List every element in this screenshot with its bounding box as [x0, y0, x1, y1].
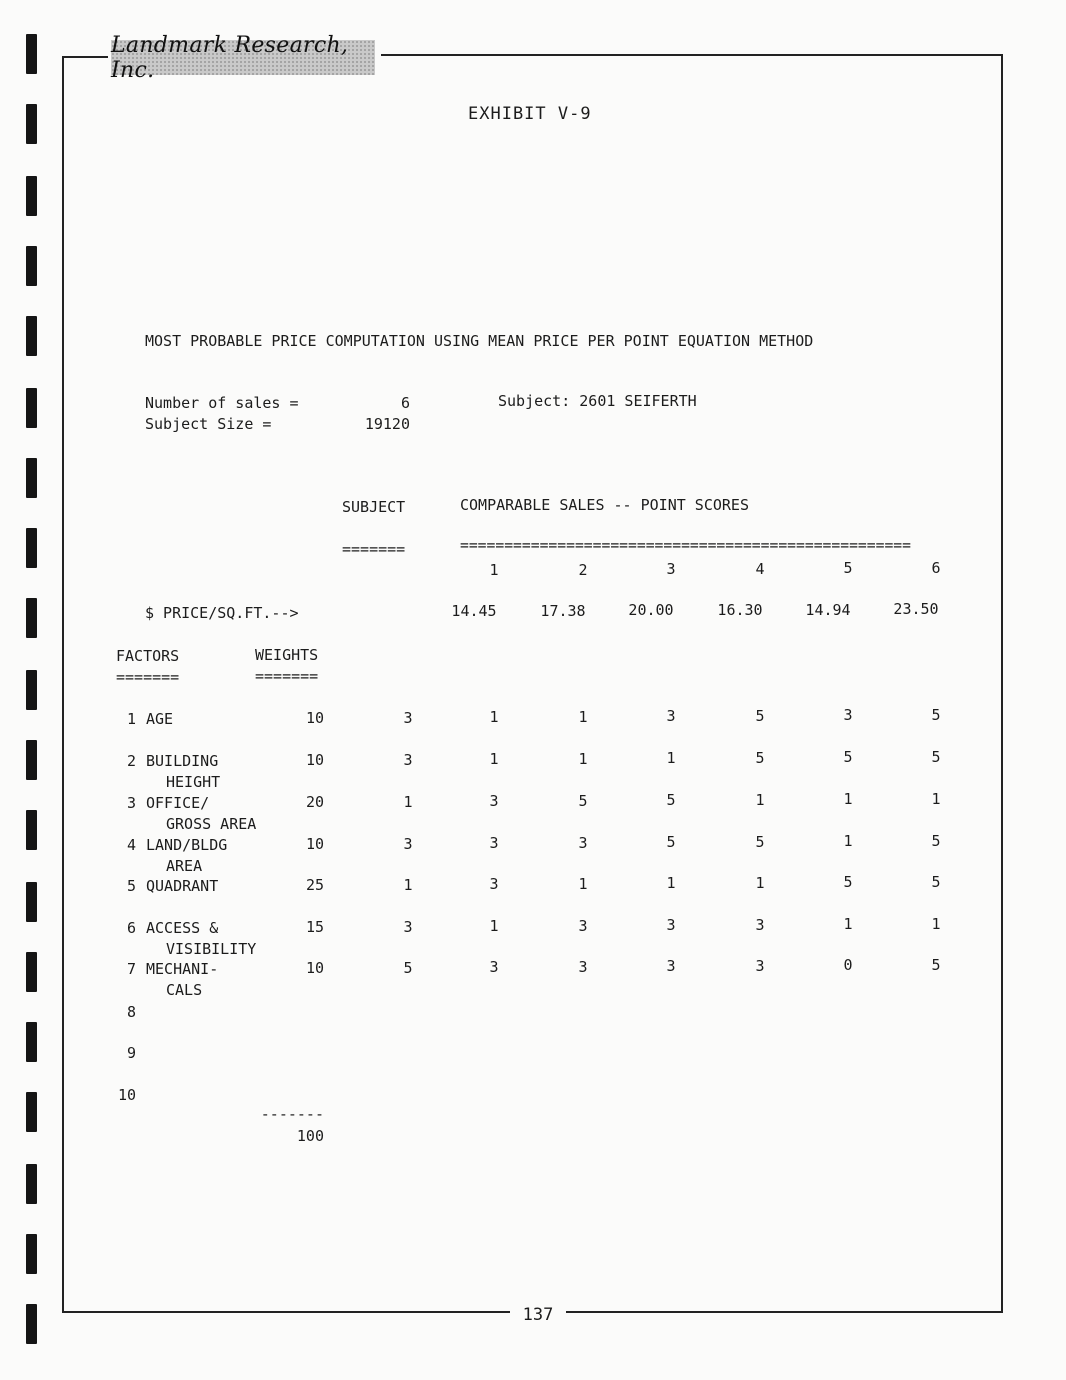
factor-number: 3: [126, 794, 136, 812]
binding-hole: [26, 458, 37, 498]
comparable-score: 3: [666, 916, 676, 934]
comparable-number: 2: [578, 561, 588, 579]
computation-title: MOST PROBABLE PRICE COMPUTATION USING MEAN PRICE PER POINT EQUATION METHOD: [145, 332, 814, 350]
factor-name: QUADRANT: [146, 877, 219, 895]
binding-hole: [26, 810, 37, 850]
total-weight: 100: [296, 1127, 324, 1145]
binding-hole: [26, 952, 37, 992]
comparable-score: 1: [578, 750, 588, 768]
num-sales-value: 6: [400, 394, 410, 412]
comparable-score: 1: [931, 915, 941, 933]
factor-name-continued: AREA: [166, 857, 203, 875]
binding-hole: [26, 1234, 37, 1274]
subject-score: 3: [403, 709, 413, 727]
price-per-sqft-value: 23.50: [893, 600, 939, 618]
comparable-score: 1: [578, 875, 588, 893]
binding-hole: [26, 528, 37, 568]
comparable-score: 3: [755, 957, 765, 975]
weights-header: WEIGHTS: [255, 646, 319, 664]
factor-name: BUILDING: [146, 752, 219, 770]
comparable-score: 3: [578, 834, 588, 852]
factor-name-continued: CALS: [166, 981, 203, 999]
factors-rule: =======: [116, 668, 180, 686]
comparable-sales-header: COMPARABLE SALES -- POINT SCORES: [460, 496, 749, 514]
comparable-score: 1: [755, 874, 765, 892]
price-per-sqft-value: 16.30: [717, 601, 763, 619]
comparable-score: 5: [755, 833, 765, 851]
factor-name: LAND/BLDG: [146, 836, 228, 854]
empty-factor-number: 8: [126, 1003, 136, 1021]
comparable-score: 3: [843, 706, 853, 724]
logo-text: Landmark Research, Inc.: [111, 32, 349, 83]
comparable-score: 5: [843, 748, 853, 766]
factor-name-continued: GROSS AREA: [166, 815, 257, 833]
comparable-score: 5: [755, 749, 765, 767]
comparable-score: 1: [843, 915, 853, 933]
price-per-sqft-value: 14.45: [451, 602, 497, 620]
frame-top-right: [381, 54, 1003, 56]
comparable-score: 1: [489, 750, 499, 768]
binding-hole: [26, 246, 37, 286]
comparable-score: 5: [843, 873, 853, 891]
binding-hole: [26, 388, 37, 428]
comparable-rule: ===================================================: [460, 537, 911, 554]
comparable-score: 1: [755, 791, 765, 809]
frame-left: [62, 56, 64, 1312]
binding-hole: [26, 1304, 37, 1344]
binding-hole: [26, 316, 37, 356]
subject-score: 3: [403, 918, 413, 936]
comparable-score: 5: [666, 833, 676, 851]
comparable-score: 5: [931, 832, 941, 850]
factor-name: ACCESS &: [146, 919, 219, 937]
subject-score: 1: [403, 793, 413, 811]
comparable-score: 3: [489, 958, 499, 976]
factor-number: 1: [126, 710, 136, 728]
comparable-score: 5: [931, 873, 941, 891]
comparable-score: 3: [755, 916, 765, 934]
comparable-score: 1: [489, 917, 499, 935]
factor-weight: 15: [305, 918, 324, 936]
binding-hole: [26, 740, 37, 780]
comparable-number: 6: [931, 559, 941, 577]
comparable-score: 3: [578, 958, 588, 976]
binding-hole: [26, 104, 37, 144]
factor-weight: 10: [305, 959, 324, 977]
empty-factor-number: 10: [117, 1086, 136, 1104]
factor-number: 5: [126, 877, 136, 895]
subject-address: Subject: 2601 SEIFERTH: [498, 392, 697, 410]
factor-name-continued: HEIGHT: [166, 773, 221, 791]
factor-number: 6: [126, 919, 136, 937]
subject-score: 1: [403, 876, 413, 894]
frame-top-left: [62, 56, 108, 58]
comparable-score: 5: [931, 956, 941, 974]
price-per-sqft-value: 20.00: [628, 601, 674, 619]
binding-hole: [26, 1164, 37, 1204]
comparable-score: 1: [666, 874, 676, 892]
binding-hole: [26, 1092, 37, 1132]
weights-rule: =======: [255, 667, 319, 685]
total-rule: -------: [260, 1105, 324, 1123]
factor-name: OFFICE/: [146, 794, 210, 812]
comparable-score: 1: [489, 708, 499, 726]
binding-hole: [26, 1022, 37, 1062]
factor-number: 4: [126, 836, 136, 854]
comparable-score: 3: [578, 917, 588, 935]
company-logo: [111, 32, 375, 83]
factor-weight: 25: [305, 876, 324, 894]
factor-name: MECHANI-: [146, 960, 219, 978]
comparable-score: 1: [666, 749, 676, 767]
factor-name-continued: VISIBILITY: [166, 940, 257, 958]
binding-hole: [26, 670, 37, 710]
comparable-score: 1: [578, 708, 588, 726]
comparable-score: 5: [931, 706, 941, 724]
price-per-sqft-value: 17.38: [540, 602, 586, 620]
subject-column-header: SUBJECT: [342, 498, 406, 516]
comparable-score: 3: [489, 792, 499, 810]
comparable-number: 3: [666, 560, 676, 578]
comparable-score: 5: [755, 707, 765, 725]
subject-size-label: Subject Size =: [145, 415, 272, 433]
binding-hole: [26, 34, 37, 74]
factors-header: FACTORS: [116, 647, 180, 665]
comparable-score: 3: [489, 834, 499, 852]
price-per-sqft-label: $ PRICE/SQ.FT.-->: [145, 604, 299, 622]
comparable-score: 5: [666, 791, 676, 809]
price-per-sqft-value: 14.94: [805, 601, 851, 619]
comparable-score: 1: [843, 790, 853, 808]
subject-score: 5: [403, 959, 413, 977]
comparable-number: 1: [489, 561, 499, 579]
comparable-score: 3: [489, 875, 499, 893]
factor-number: 2: [126, 752, 136, 770]
subject-score: 3: [403, 751, 413, 769]
factor-weight: 10: [305, 835, 324, 853]
frame-right: [1001, 54, 1003, 1312]
factor-weight: 10: [305, 709, 324, 727]
binding-hole: [26, 882, 37, 922]
comparable-score: 5: [578, 792, 588, 810]
comparable-number: 5: [843, 559, 853, 577]
exhibit-title: EXHIBIT V-9: [468, 104, 592, 124]
num-sales-label: Number of sales =: [145, 394, 299, 412]
binding-hole: [26, 598, 37, 638]
comparable-score: 1: [931, 790, 941, 808]
empty-factor-number: 9: [126, 1044, 136, 1062]
factor-number: 7: [126, 960, 136, 978]
comparable-score: 3: [666, 957, 676, 975]
subject-score: 3: [403, 835, 413, 853]
comparable-score: 3: [666, 707, 676, 725]
comparable-score: 0: [843, 956, 853, 974]
binding-hole: [26, 176, 37, 216]
factor-name: AGE: [146, 710, 174, 728]
factor-weight: 10: [305, 751, 324, 769]
factor-weight: 20: [305, 793, 324, 811]
subject-rule: =======: [342, 540, 406, 558]
comparable-number: 4: [755, 560, 765, 578]
subject-size-value: 19120: [364, 415, 410, 433]
page-number: 137: [510, 1305, 566, 1325]
comparable-score: 1: [843, 832, 853, 850]
comparable-score: 5: [931, 748, 941, 766]
